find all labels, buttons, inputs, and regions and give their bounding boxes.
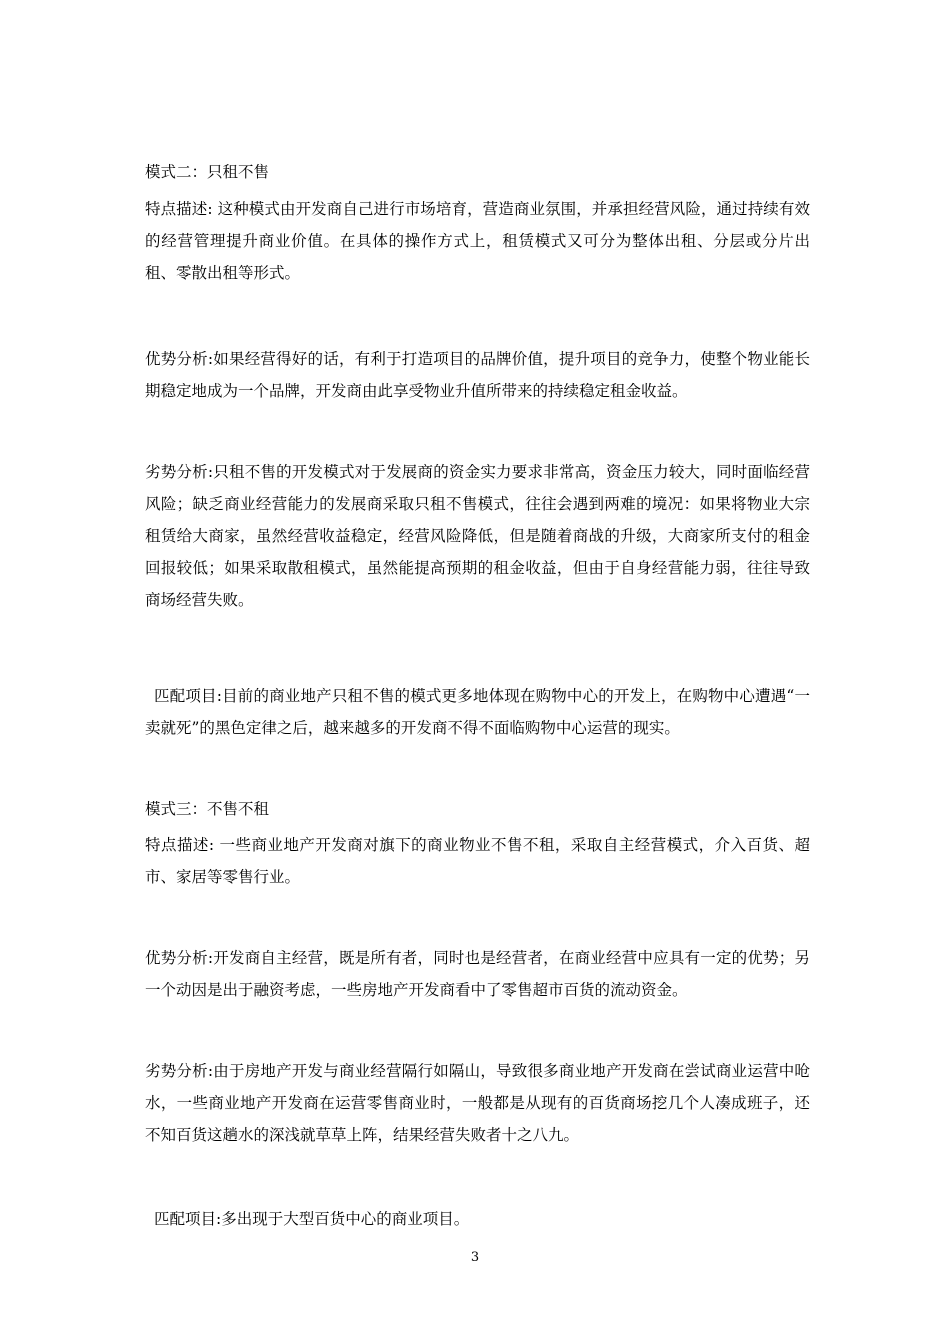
- mode-2-feature-text: 这种模式由开发商自己进行市场培育，营造商业氛围，并承担经营风险，通过持续有效的经营管理提升商业价值。在具体的操作方式上，租赁模式又可分为整体出租、分层或分片出租、零散出租等形式。: [145, 200, 810, 282]
- mode-2-title: 模式二：只租不售: [145, 163, 270, 181]
- mode-3-disadvantage-paragraph: [145, 1055, 810, 1151]
- mode-3-title: 模式三：不售不租: [145, 800, 270, 818]
- mode-2-feature-label: 特点描述:: [145, 200, 213, 218]
- mode-3-feature-paragraph: [145, 829, 810, 893]
- mode-2-disadvantage-label: 劣势分析:: [145, 463, 214, 481]
- mode-2-match-label: 匹配项目:: [154, 687, 222, 705]
- mode-3-match-text: 多出现于大型百货中心的商业项目。: [221, 1210, 470, 1228]
- mode-3-advantage-label: 优势分析:: [145, 949, 214, 967]
- mode-2-advantage-label: 优势分析:: [145, 350, 214, 368]
- mode-3-feature-label: 特点描述:: [145, 836, 215, 854]
- mode-3-disadvantage-label: 劣势分析:: [145, 1062, 214, 1080]
- mode-2-disadvantage-paragraph: [145, 456, 810, 616]
- mode-3-match-label: 匹配项目:: [154, 1210, 222, 1228]
- mode-3-disadvantage-text: 由于房地产开发与商业经营隔行如隔山，导致很多商业地产开发商在尝试商业运营中呛水，一些商业地产开发商在运营零售商业时，一般都是从现有的百货商场挖几个人凑成班子，还不知百货这趟水的深浅就草草上阵，结果经营失败者十之八九。: [145, 1062, 810, 1144]
- mode-3-advantage-paragraph: [145, 942, 810, 1006]
- mode-2-match-paragraph: [145, 680, 810, 744]
- mode-2-advantage-paragraph: [145, 343, 810, 407]
- mode-2-match-text: 目前的商业地产只租不售的模式更多地体现在购物中心的开发上，在购物中心遭遇“一卖就死”的黑色定律之后，越来越多的开发商不得不面临购物中心运营的现实。: [145, 687, 810, 737]
- mode-3-match-paragraph: [145, 1203, 810, 1235]
- mode-2-feature-paragraph: [145, 193, 810, 289]
- mode-3-advantage-text: 开发商自主经营，既是所有者，同时也是经营者，在商业经营中应具有一定的优势；另一个动因是出于融资考虑，一些房地产开发商看中了零售超市百货的流动资金。: [145, 949, 810, 999]
- mode-2-disadvantage-text: 只租不售的开发模式对于发展商的资金实力要求非常高，资金压力较大，同时面临经营风险；缺乏商业经营能力的发展商采取只租不售模式，往往会遇到两难的境况：如果将物业大宗租赁给大商家，虽然经营收益稳定，经营风险降低，但是随着商战的升级，大商家所支付的租金回报较低；如果采取散租模式，虽然能提高预期的租金收益，但由于自身经营能力弱，往往导致商场经营失败。: [145, 463, 810, 609]
- mode-3-feature-text: 一些商业地产开发商对旗下的商业物业不售不租，采取自主经营模式，介入百货、超市、家居等零售行业。: [145, 836, 810, 886]
- page-number: 3: [470, 1250, 480, 1265]
- mode-2-advantage-text: 如果经营得好的话，有利于打造项目的品牌价值，提升项目的竞争力，使整个物业能长期稳定地成为一个品牌，开发商由此享受物业升值所带来的持续稳定租金收益。: [145, 350, 810, 400]
